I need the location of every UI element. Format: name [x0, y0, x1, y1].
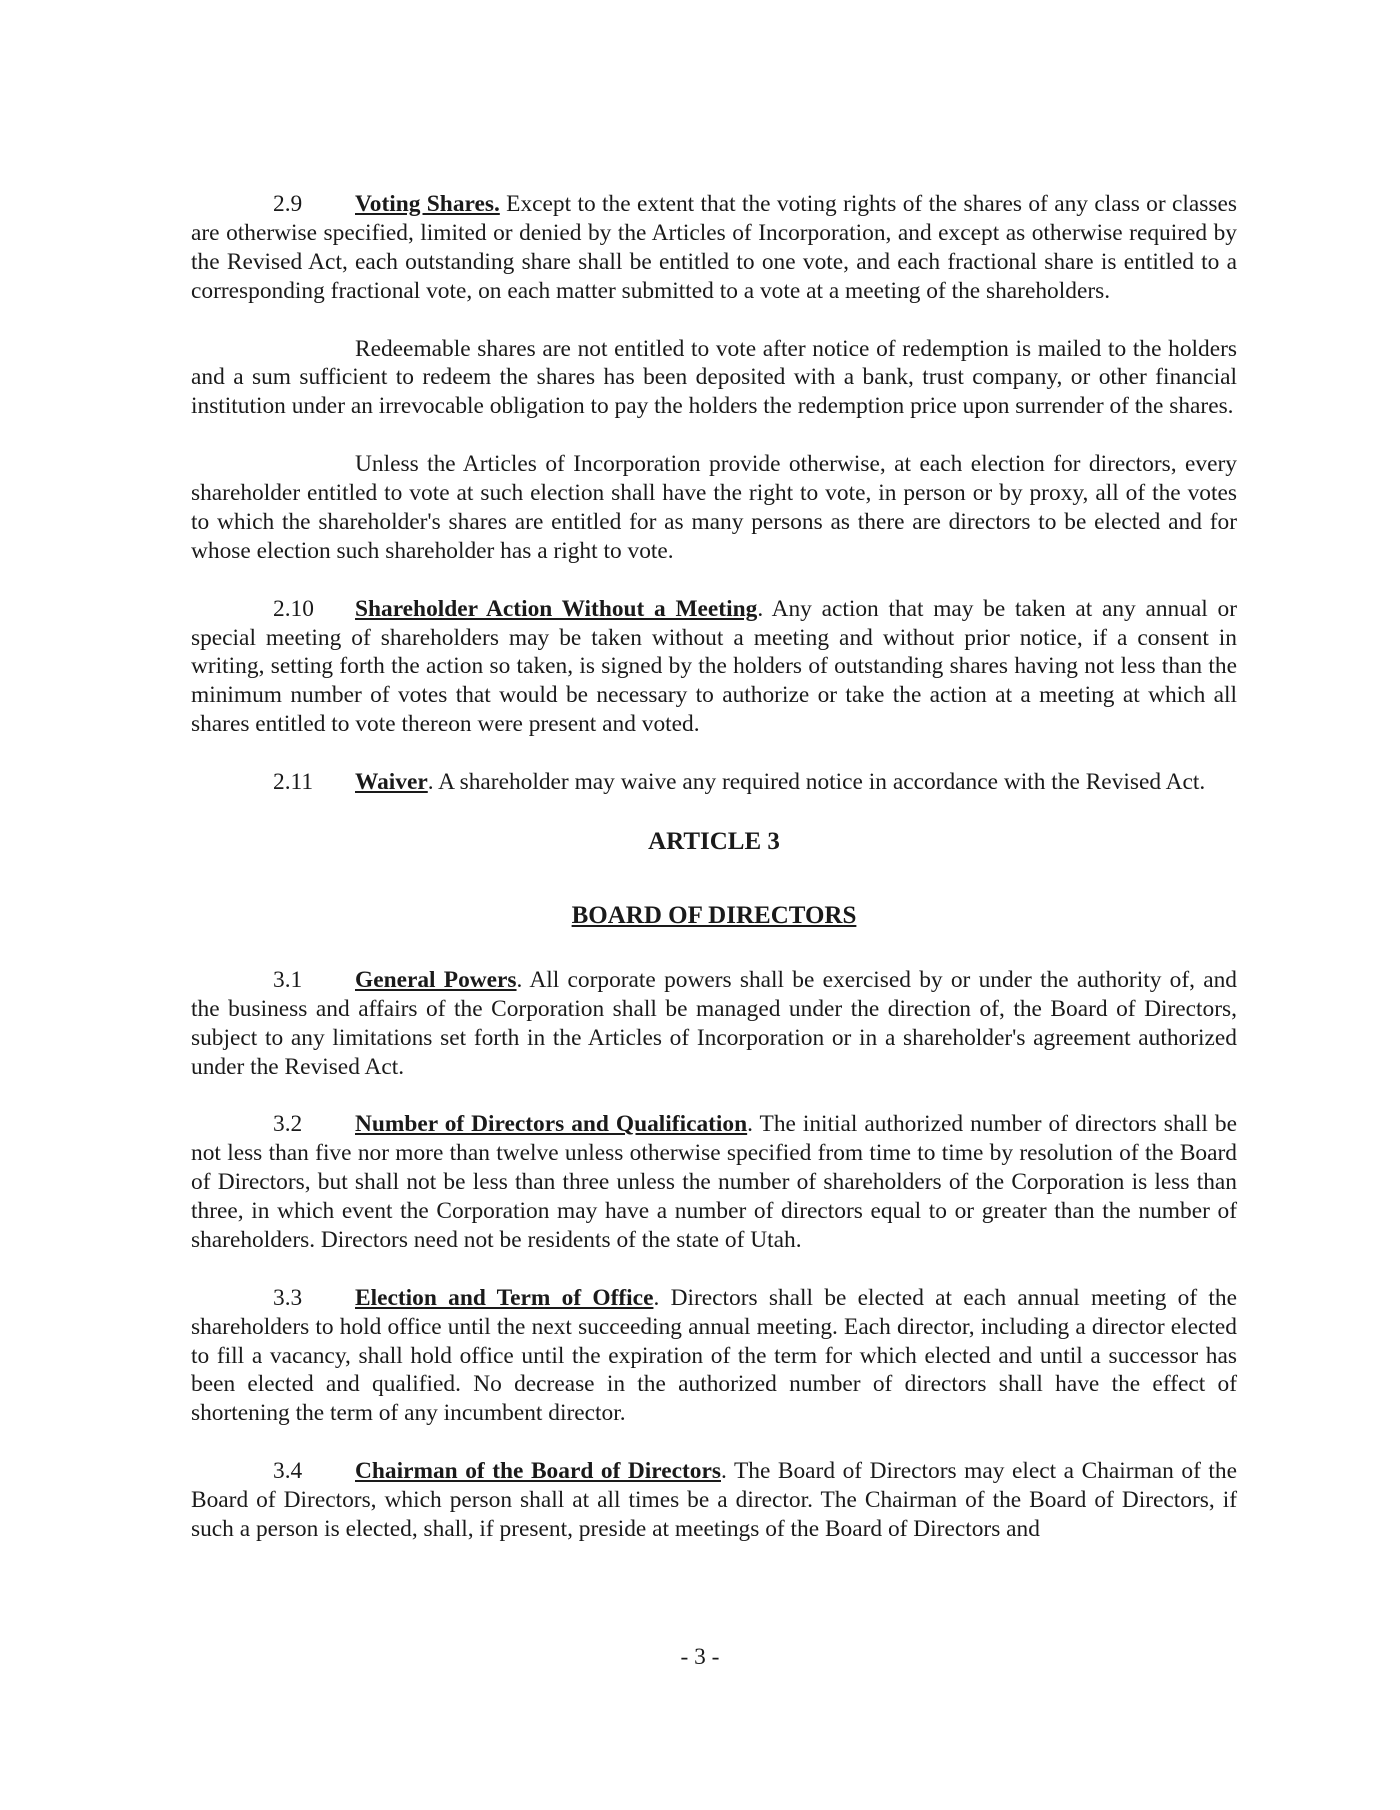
section-3-3 [191, 1284, 1237, 1429]
paragraph-text: Unless the Articles of Incorporation provide otherwise, at each election for directors, every shareholder entitled to vote at such election shall have the right to vote, in person or by proxy, all of the votes to which the shareholder's shares are entitled for as many persons as there are directors to be elected and for whose election such shareholder has a right to vote. [191, 451, 1237, 564]
section-3-4 [191, 1457, 1237, 1544]
section-heading: Voting Shares. [355, 191, 500, 217]
page-number: - 3 - [680, 1644, 720, 1670]
section-number: 3.1 [273, 966, 303, 993]
section-body: . The initial authorized number of directors shall be not less than five nor more than twelve unless otherwise specified from time to time by resolution of the Board of Directors, but shall not be less than three unless the number of shareholders of the Corporation is less than three, in which event the Corporation may have a number of directors equal to or greater than the number of shareholders. Directors need not be residents of the state of Utah. [191, 1111, 1237, 1253]
section-body: . A shareholder may waive any required notice in accordance with the Revised Act. [427, 769, 1206, 796]
section-number: 2.9 [273, 191, 303, 217]
section-number: 3.2 [273, 1111, 303, 1138]
section-3-1 [191, 966, 1237, 1082]
section-number: 3.3 [273, 1284, 303, 1311]
article-subtitle: BOARD OF DIRECTORS [571, 901, 857, 929]
section-heading: Election and Term of Office [355, 1284, 654, 1311]
section-body: . Directors shall be elected at each annual meeting of the shareholders to hold office until the next succeeding annual meeting. Each director, including a director elected to fill a vacancy, shall hold office until the expiration of the term for which elected and until a successor has been elected and qualified. No decrease in the authorized number of directors shall have the effect of shortening the term of any incumbent director. [191, 1284, 1237, 1427]
article-header [191, 828, 1237, 931]
section-body: . All corporate powers shall be exercised by or under the authority of, and the business and affairs of the Corporation shall be managed under the direction of, the Board of Directors, subject to any limitations set forth in the Articles of Incorporation or in a shareholder's agreement authorized under the Revised Act. [191, 966, 1237, 1080]
section-number: 2.11 [273, 769, 314, 796]
section-2-9-paragraph-2 [191, 335, 1237, 422]
section-heading: Waiver [355, 769, 428, 796]
article-title: ARTICLE 3 [648, 827, 780, 855]
section-heading: Chairman of the Board of Directors [355, 1458, 721, 1485]
section-heading: Shareholder Action Without a Meeting [355, 595, 758, 622]
section-2-9-paragraph-3 [191, 450, 1237, 566]
section-body: Except to the extent that the voting rights of the shares of any class or classes are otherwise specified, limited or denied by the Articles of Incorporation, and except as otherwise required by the Revised Act, each outstanding share shall be entitled to one vote, and each fractional share is entitled to a corresponding fractional vote, on each matter submitted to a vote at a meeting of the shareholders. [191, 191, 1237, 304]
section-2-10 [191, 595, 1237, 740]
section-3-2 [191, 1110, 1237, 1255]
section-heading: General Powers [355, 966, 517, 993]
section-number: 3.4 [273, 1458, 303, 1485]
section-body: . Any action that may be taken at any annual or special meeting of shareholders may be taken without a meeting and without prior notice, if a consent in writing, setting forth the action so taken, is signed by the holders of outstanding shares having not less than the minimum number of votes that would be necessary to authorize or take the action at a meeting at which all shares entitled to vote thereon were present and voted. [191, 595, 1238, 738]
document-page [191, 190, 1237, 1544]
section-heading: Number of Directors and Qualification [355, 1111, 748, 1138]
section-body: . The Board of Directors may elect a Chairman of the Board of Directors, which person shall at all times be a director. The Chairman of the Board of Directors, if such a person is elected, shall, if present, preside at meetings of the Board of Directors and [191, 1458, 1237, 1542]
section-number: 2.10 [273, 595, 314, 622]
section-2-9 [191, 190, 1237, 306]
paragraph-text: Redeemable shares are not entitled to vote after notice of redemption is mailed to the holders and a sum sufficient to redeem the shares has been deposited with a bank, trust company, or other financial institution under an irrevocable obligation to pay the holders the redemption price upon surrender of the shares. [191, 335, 1237, 420]
section-2-11 [191, 768, 1237, 797]
